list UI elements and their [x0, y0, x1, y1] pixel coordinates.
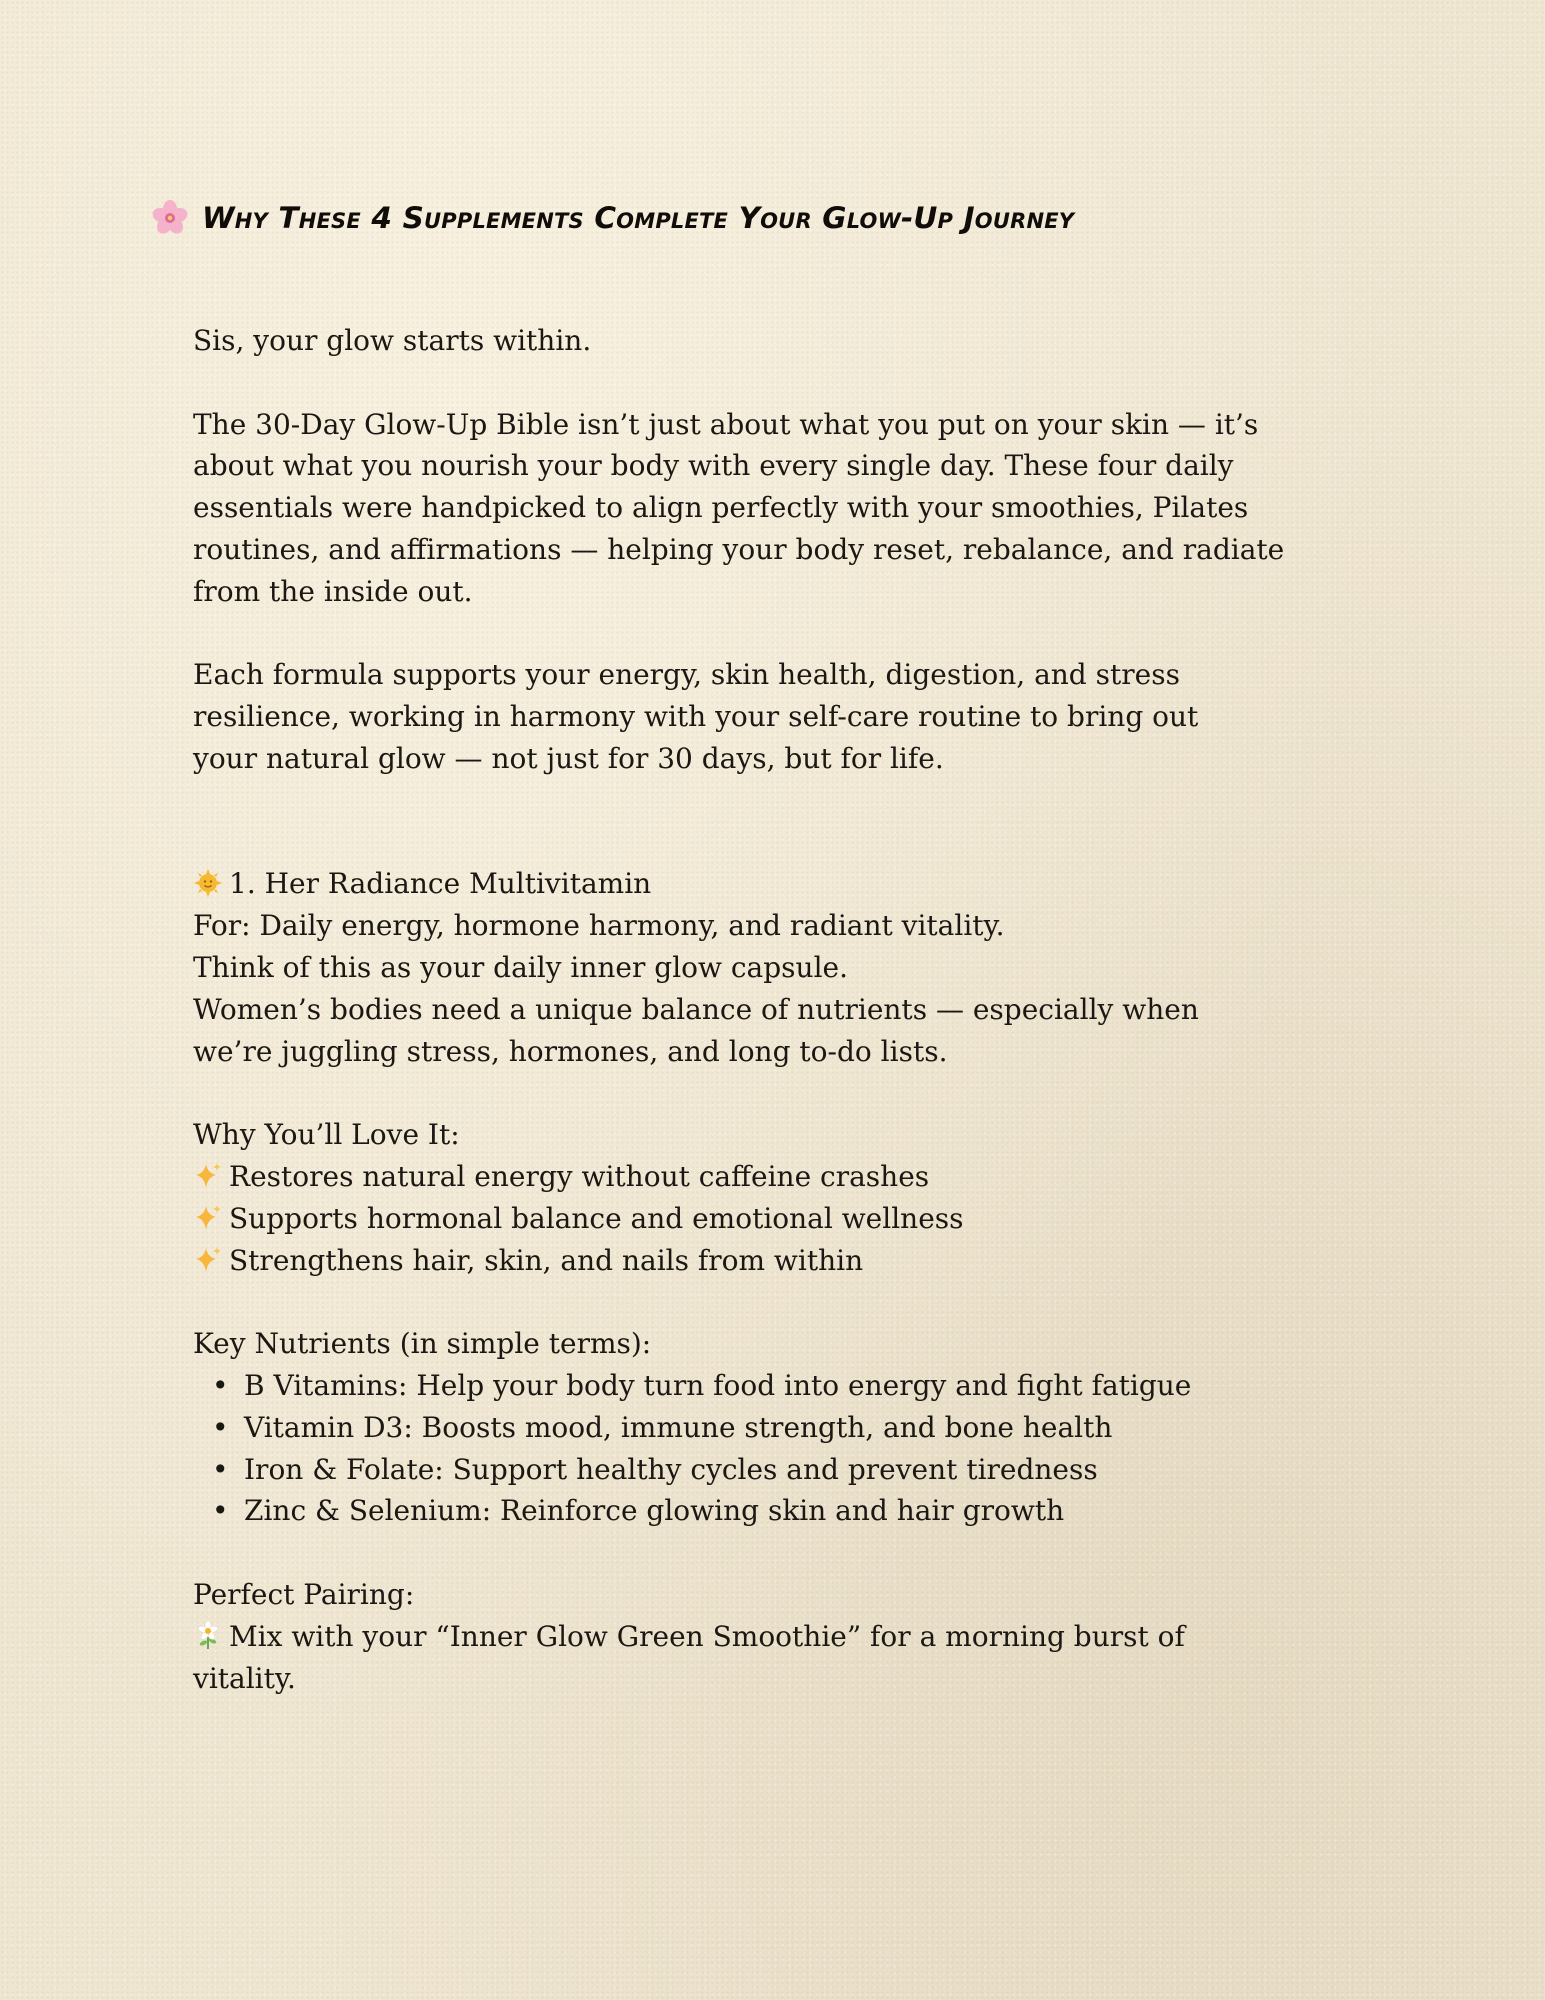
text-line: Each formula supports your energy, skin health, digestion, and stress — [193, 658, 1180, 692]
text-line: routines, and affirmations — helping your body reset, rebalance, and radiate — [193, 532, 1285, 566]
text-line: we’re juggling stress, hormones, and long to-do lists. — [193, 1034, 948, 1068]
list-item: • Iron & Folate: Support healthy cycles and prevent tiredness — [212, 1452, 1098, 1486]
sparkles-icon — [193, 1203, 223, 1233]
for-line: For: Daily energy, hormone harmony, and radiant vitality. — [193, 909, 1005, 943]
why-heading: Why You’ll Love It: — [193, 1118, 460, 1152]
pairing-line: Mix with your “Inner Glow Green Smoothie” for a morning burst of — [193, 1616, 1323, 1658]
text-line: vitality. — [193, 1661, 296, 1695]
text-line: about what you nourish your body with every single day. These four daily — [193, 449, 1234, 483]
think-line: Think of this as your daily inner glow capsule. — [193, 950, 849, 984]
benefit-item: Strengthens hair, skin, and nails from within — [193, 1240, 1323, 1282]
document-body — [193, 320, 1323, 1699]
list-item: • B Vitamins: Help your body turn food into energy and fight fatigue — [212, 1368, 1192, 1402]
nutrients-list — [193, 1365, 1323, 1532]
formula-paragraph — [193, 654, 1323, 779]
text-line: your natural glow — not just for 30 days, but for life. — [193, 741, 944, 775]
text-line: The 30-Day Glow-Up Bible isn’t just about what you put on your skin — it’s — [193, 407, 1259, 441]
list-item: • Vitamin D3: Boosts mood, immune strength, and bone health — [212, 1410, 1113, 1444]
intro-line: Sis, your glow starts within. — [193, 324, 592, 357]
page-title: Why These 4 Supplements Complete Your Glow-Up Journey — [202, 201, 1075, 235]
supplement-title: 1. Her Radiance Multivitamin — [193, 863, 1323, 905]
text-line: resilience, working in harmony with your self-care routine to bring out — [193, 700, 1199, 734]
sun-face-icon — [193, 868, 223, 898]
section-heading — [152, 196, 1452, 240]
cherry-blossom-icon — [152, 200, 188, 236]
nutrients-heading: Key Nutrients (in simple terms): — [193, 1327, 652, 1361]
intro-paragraph — [193, 404, 1323, 613]
text-line: Women’s bodies need a unique balance of nutrients — especially when — [193, 992, 1199, 1026]
seedling-flower-icon — [193, 1621, 223, 1651]
pairing-heading: Perfect Pairing: — [193, 1577, 415, 1611]
text-line: essentials were handpicked to align perfectly with your smoothies, Pilates — [193, 491, 1249, 525]
benefit-item: Supports hormonal balance and emotional wellness — [193, 1198, 1323, 1240]
sparkles-icon — [193, 1245, 223, 1275]
text-line: from the inside out. — [193, 574, 473, 608]
benefit-item: Restores natural energy without caffeine crashes — [193, 1156, 1323, 1198]
list-item: • Zinc & Selenium: Reinforce glowing skin and hair growth — [212, 1494, 1065, 1528]
sparkles-icon — [193, 1161, 223, 1191]
